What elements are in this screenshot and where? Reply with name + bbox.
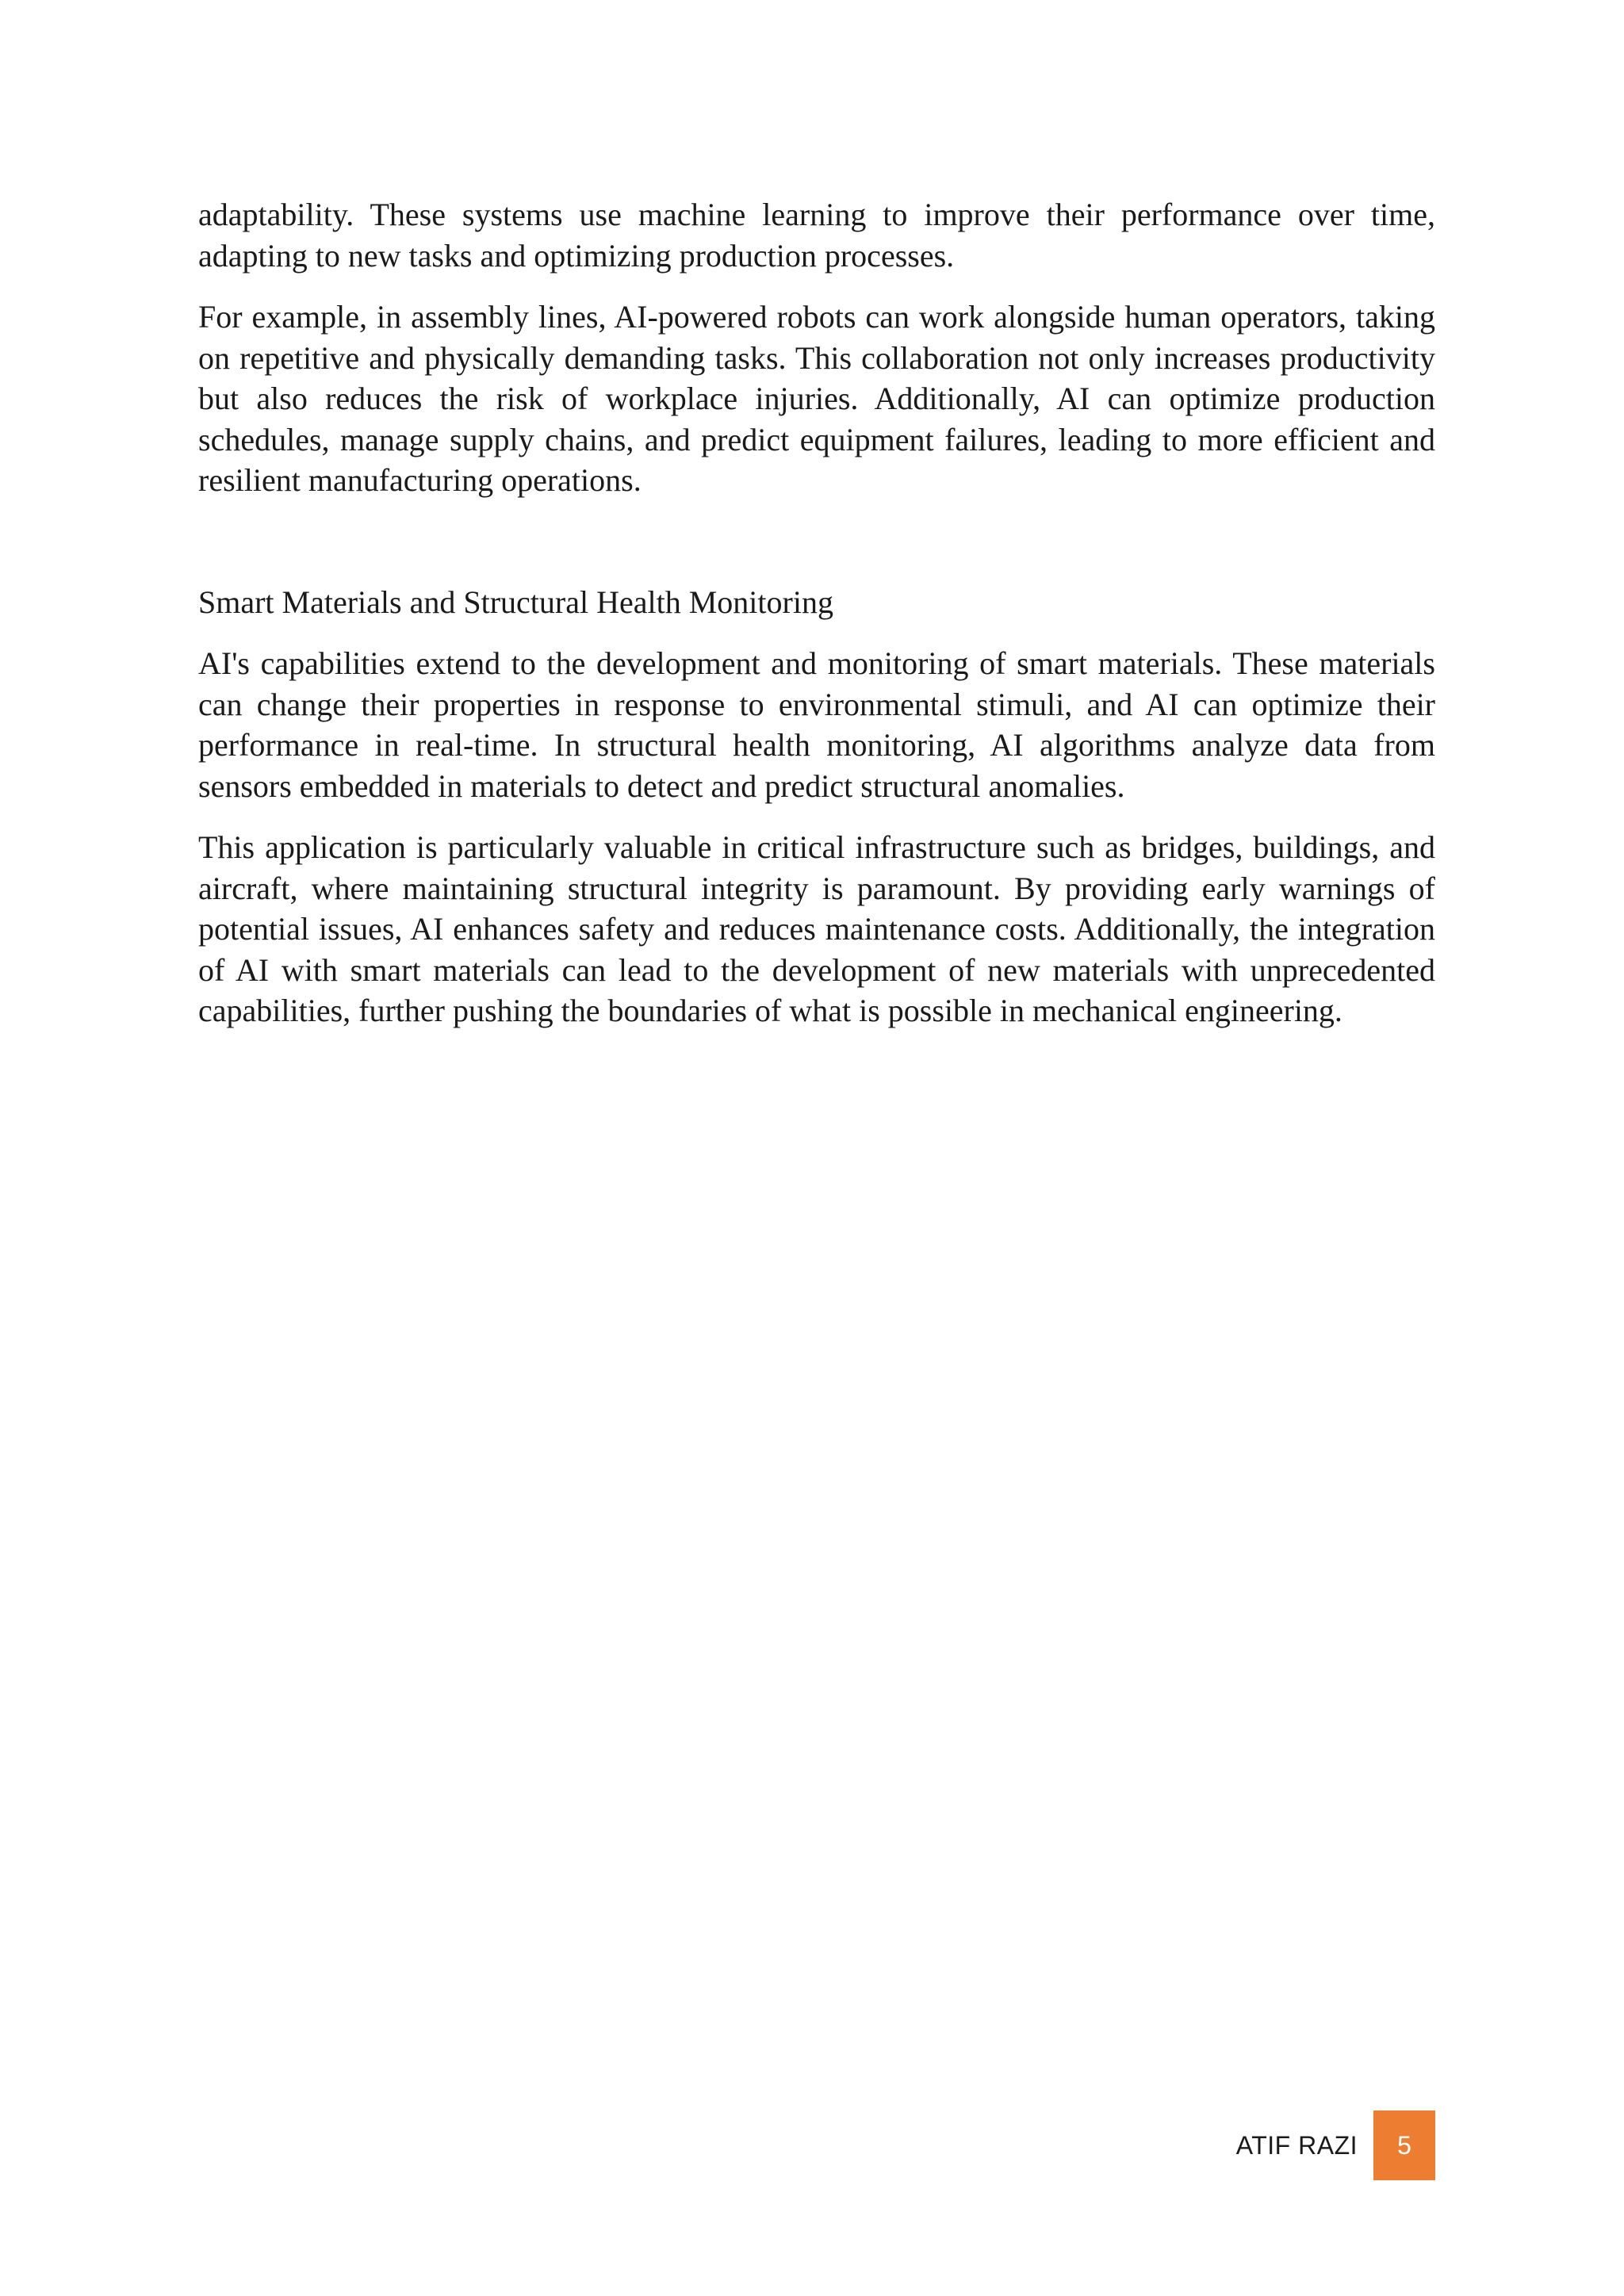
section-heading: Smart Materials and Structural Health Monitoring bbox=[198, 584, 833, 620]
section-spacer bbox=[198, 522, 1435, 582]
paragraph-smart-materials: AI's capabilities extend to the development and monitoring of smart materials. These materials can change their properties in response to environmental stimuli, and AI can optimize their performance in real-time. In structural health monitoring, AI algorithms analyze data from sensors embedded in materials to detect and predict structural anomalies. bbox=[198, 645, 1435, 804]
paragraph-assembly-lines: For example, in assembly lines, AI-powered robots can work alongside human operators, taking on repetitive and physically demanding tasks. This collaboration not only increases productivity but also reduces the risk of workplace injuries. Additionally, AI can optimize production schedules, manage supply chains, and predict equipment failures, leading to more efficient and resilient manufacturing operations. bbox=[198, 299, 1435, 498]
page-footer bbox=[1236, 2110, 1435, 2180]
paragraph-infrastructure: This application is particularly valuable in critical infrastructure such as bridges, buildings, and aircraft, where maintaining structural integrity is paramount. By providing early warnings of potential issues, AI enhances safety and reduces maintenance costs. Additionally, the integration of AI with smart materials can lead to the development of new materials with unprecedented capabilities, further pushing the boundaries of what is possible in mechanical engineering. bbox=[198, 829, 1435, 1028]
paragraph-continuation: adaptability. These systems use machine learning to improve their performance over time, adapting to new tasks and optimizing production processes. bbox=[198, 197, 1435, 274]
page-number: 5 bbox=[1397, 2130, 1411, 2160]
page-number-badge bbox=[1373, 2110, 1435, 2180]
footer-author: ATIF RAZI bbox=[1235, 2130, 1358, 2160]
page-body bbox=[198, 194, 1435, 1052]
